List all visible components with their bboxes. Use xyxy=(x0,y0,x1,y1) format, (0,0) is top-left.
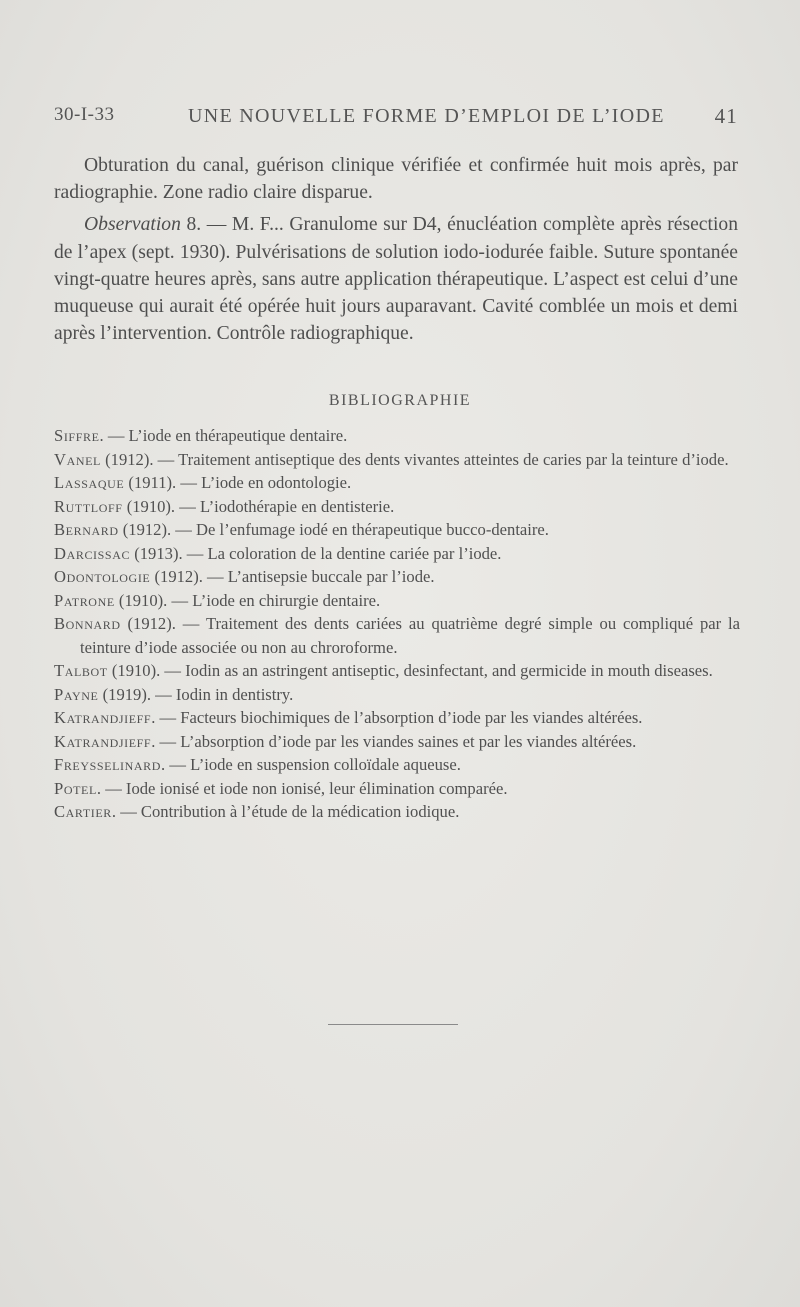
entry-author: Cartier xyxy=(54,802,112,821)
entry-author: Freysselinard xyxy=(54,755,162,774)
entry-text: . — Iode ionisé et iode non ionisé, leur élimination comparée. xyxy=(96,778,508,798)
entry-text: (1912). — Traitement antiseptique des dents vivantes atteintes de caries par la teinture d’iode. xyxy=(100,449,729,469)
entry-text: (1911). — L’iode en odontologie. xyxy=(124,473,352,492)
bibliography-entry xyxy=(54,565,740,589)
entry-text: (1919). — Iodin in dentistry. xyxy=(98,684,294,704)
entry-text: (1913). — La coloration de la dentine cariée par l’iode. xyxy=(130,543,502,563)
header-title: UNE NOUVELLE FORME D’EMPLOI DE L’IODE xyxy=(188,105,665,127)
entry-author: Potel xyxy=(54,778,97,798)
entry-author: Vanel xyxy=(54,449,101,469)
bibliography-list xyxy=(54,424,740,824)
page-number: 41 xyxy=(714,104,738,128)
entry-author: Bernard xyxy=(54,520,119,539)
paragraph-text: 8. — M. F... Granulome sur D4, énucléation complète après résection de l’apex (sept. 1930). Pulvérisations de solution iodo-iodurée faible. Suture spontanée vingt-quatre heures après, sans autre application thérapeutique. L’aspect est celui d’une muqueuse qui aurait été opérée huit jours auparavant. Cavité comblée un mois et demi après l’intervention. Contrôle radiographique. xyxy=(54,214,738,345)
bibliography-entry xyxy=(54,683,740,707)
entry-text: . — Contribution à l’étude de la médication iodique. xyxy=(111,802,460,821)
bibliography-entry xyxy=(54,706,740,730)
running-header xyxy=(54,104,738,134)
body-text xyxy=(54,152,738,352)
entry-author: Lassaque xyxy=(54,473,125,492)
entry-author: Katrandjieff xyxy=(54,708,152,727)
closing-rule xyxy=(328,1024,458,1025)
header-reference: 30-I-33 xyxy=(54,104,115,125)
entry-text: . — L’iode en thérapeutique dentaire. xyxy=(99,426,348,445)
bibliography-entry xyxy=(54,471,740,495)
entry-author: Payne xyxy=(54,684,99,704)
entry-author: Bonnard xyxy=(54,614,121,633)
entry-author: Talbot xyxy=(54,661,108,680)
entry-author: Siffre xyxy=(54,426,100,445)
bibliography-entry xyxy=(54,730,740,754)
entry-text: (1910). — L’iode en chirurgie dentaire. xyxy=(114,590,381,610)
bibliography-entry xyxy=(54,542,740,566)
entry-text: . — Facteurs biochimiques de l’absorption d’iode par les viandes altérées. xyxy=(151,708,643,727)
bibliography-entry xyxy=(54,424,740,448)
entry-text: (1912). — L’antisepsie buccale par l’iode. xyxy=(150,567,435,586)
bibliography-entry xyxy=(54,518,740,542)
bibliography-entry xyxy=(54,659,740,683)
observation-label: Observation xyxy=(84,214,181,236)
bibliography-entry xyxy=(54,612,740,659)
bibliography-entry xyxy=(54,800,740,824)
entry-text: (1912). — Traitement des dents cariées au quatrième degré simple ou compliqué par la teinture d’iode associée ou non au chroroforme. xyxy=(80,614,740,657)
bibliography-entry xyxy=(54,495,740,519)
entry-text: . — L’iode en suspension colloïdale aqueuse. xyxy=(161,755,461,774)
entry-text: . — L’absorption d’iode par les viandes saines et par les viandes altérées. xyxy=(151,731,637,751)
bibliography-title: BIBLIOGRAPHIE xyxy=(328,392,472,409)
paragraph-observation xyxy=(54,211,738,347)
entry-author: Odontologie xyxy=(54,567,151,586)
entry-text: (1910). — L’iodothérapie en dentisterie. xyxy=(122,496,395,516)
entry-author: Darcissac xyxy=(54,543,131,563)
bibliography-entry xyxy=(54,448,740,472)
paragraph xyxy=(54,152,738,206)
entry-author: Patrone xyxy=(54,590,115,610)
bibliography-entry xyxy=(54,753,740,777)
entry-author: Ruttloff xyxy=(54,496,123,516)
bibliography-entry xyxy=(54,589,740,613)
bibliography-entry xyxy=(54,777,740,801)
entry-text: (1912). — De l’enfumage iodé en thérapeutique bucco-dentaire. xyxy=(118,520,549,539)
entry-text: (1910). — Iodin as an astringent antiseptic, desinfectant, and germicide in mouth diseases. xyxy=(107,661,713,680)
entry-author: Katrandjieff xyxy=(54,731,152,751)
paragraph-text: Obturation du canal, guérison clinique vérifiée et confirmée huit mois après, par radiographie. Zone radio claire disparue. xyxy=(54,155,738,204)
